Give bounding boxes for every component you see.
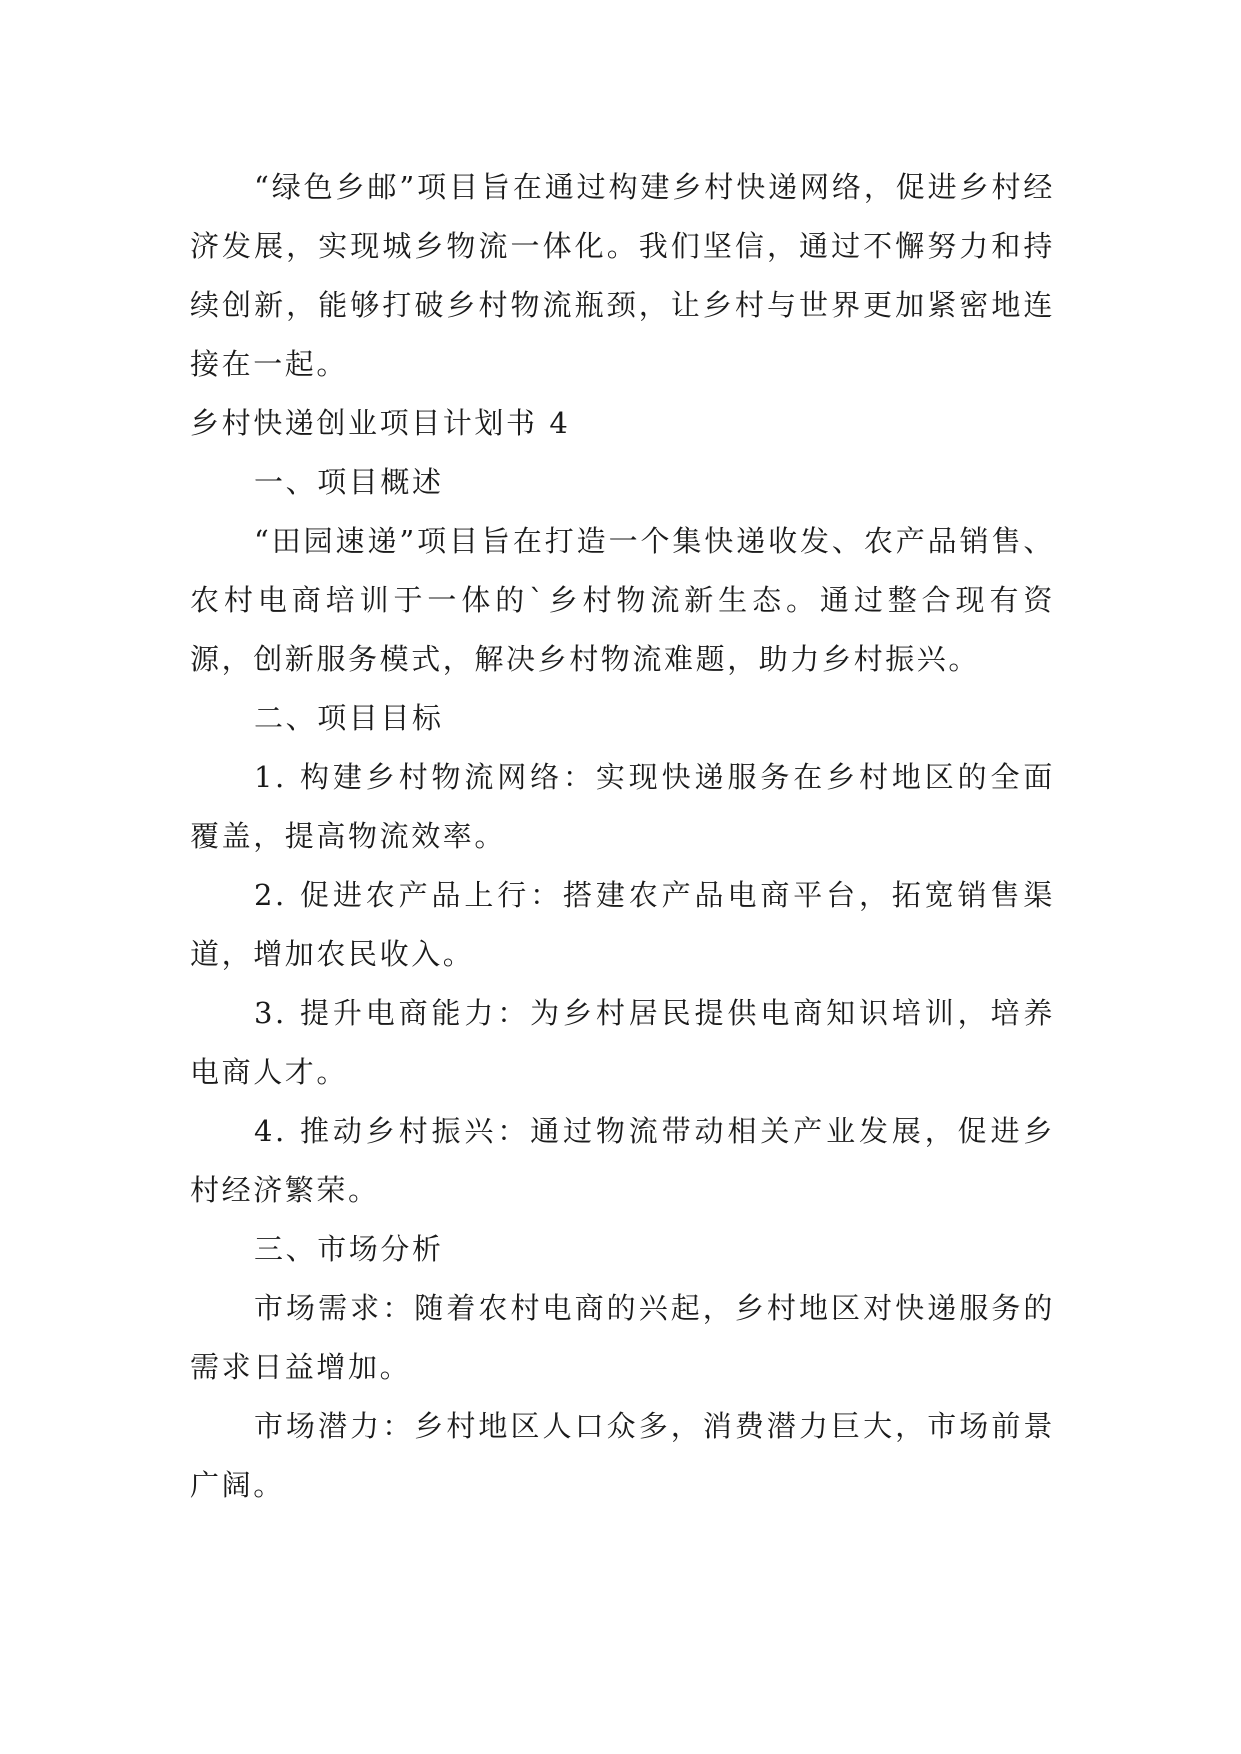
section-heading-goals: 二、项目目标	[254, 701, 444, 735]
section-heading-overview: 一、项目概述	[254, 465, 444, 499]
market-potential-paragraph: 市场潜力：乡村地区人口众多，消费潜力巨大，市场前景广阔。	[190, 1409, 1055, 1502]
section-heading-market: 三、市场分析	[254, 1232, 444, 1266]
document-title: 乡村快递创业项目计划书 4	[190, 406, 571, 440]
intro-paragraph: “绿色乡邮”项目旨在通过构建乡村快递网络，促进乡村经济发展，实现城乡物流一体化。我们坚信，通过不懈努力和持续创新，能够打破乡村物流瓶颈，让乡村与世界更加紧密地连接在一起。	[190, 170, 1055, 381]
document-body	[190, 158, 1055, 1515]
goal-item: 4. 推动乡村振兴：通过物流带动相关产业发展，促进乡村经济繁荣。	[190, 1114, 1055, 1207]
goal-item: 2. 促进农产品上行：搭建农产品电商平台，拓宽销售渠道，增加农民收入。	[190, 878, 1055, 971]
goal-item: 1. 构建乡村物流网络：实现快递服务在乡村地区的全面覆盖，提高物流效率。	[190, 760, 1055, 853]
goal-item: 3. 提升电商能力：为乡村居民提供电商知识培训，培养电商人才。	[190, 996, 1055, 1089]
market-demand-paragraph: 市场需求：随着农村电商的兴起，乡村地区对快递服务的需求日益增加。	[190, 1291, 1055, 1384]
overview-paragraph: “田园速递”项目旨在打造一个集快递收发、农产品销售、农村电商培训于一体的`乡村物流新生态。通过整合现有资源，创新服务模式，解决乡村物流难题，助力乡村振兴。	[190, 524, 1055, 676]
